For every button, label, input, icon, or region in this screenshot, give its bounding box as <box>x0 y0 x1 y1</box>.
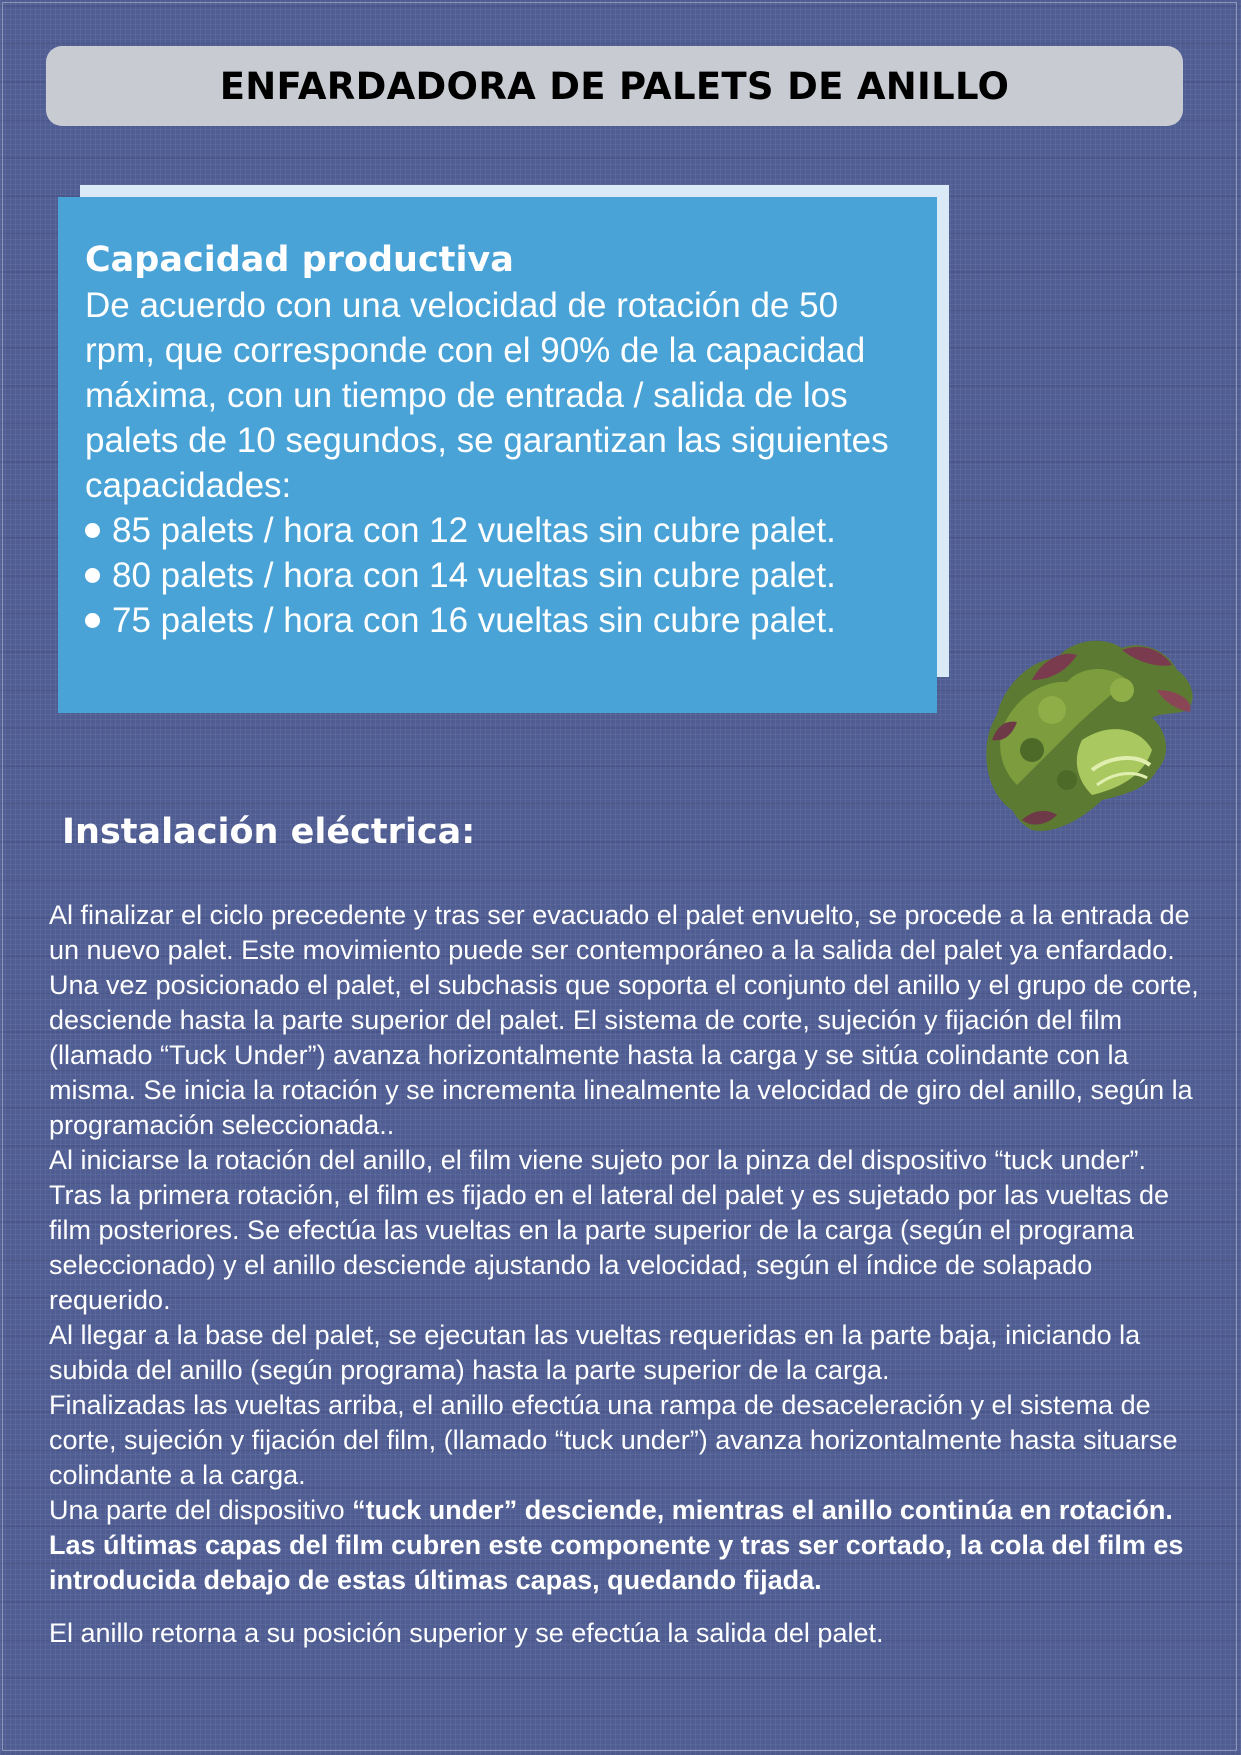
capacity-item-text: 75 palets / hora con 16 vueltas sin cubre palet. <box>112 601 836 640</box>
electrical-paragraph-tuck-under <box>49 1493 1199 1598</box>
electrical-paragraph: Una vez posicionado el palet, el subchasis que soporta el conjunto del anillo y el grupo de corte, desciende hasta la parte superior del palet. El sistema de corte, sujeción y fijación del film (llamado “Tuck Under”) avanza horizontalmente hasta la carga y se sitúa colindante con la misma. Se inicia la rotación y se incrementa linealmente la velocidad de giro del anillo, según la programación seleccionada.. <box>49 970 1199 1140</box>
electrical-paragraph: Al finalizar el ciclo precedente y tras ser evacuado el palet envuelto, se procede a la entrada de un nuevo palet. Este movimiento puede ser contemporáneo a la salida del palet ya enfardado. <box>49 900 1190 965</box>
electrical-paragraph: Finalizadas las vueltas arriba, el anillo efectúa una rampa de desaceleración y el sistema de corte, sujeción y fijación del film, (llamado “tuck under”) avanza horizontalmente hasta situarse colindante a la carga. <box>49 1390 1178 1490</box>
capacity-item-text: 85 palets / hora con 12 vueltas sin cubre palet. <box>112 511 836 550</box>
electrical-paragraph: Al iniciarse la rotación del anillo, el film viene sujeto por la pinza del dispositivo “tuck under”. Tras la primera rotación, el film es fijado en el lateral del palet y es sujetado por las vueltas de film posteriores. Se efectúa las vueltas en la parte superior de la carga (según el programa seleccionado) y el anillo desciende ajustando la velocidad, según el índice de solapado requerido. <box>49 1145 1170 1315</box>
capacity-box <box>58 197 937 713</box>
capacity-item-text: 80 palets / hora con 14 vueltas sin cubre palet. <box>112 556 836 595</box>
page-title: ENFARDADORA DE PALETS DE ANILLO <box>219 64 1010 108</box>
electrical-paragraph: Al llegar a la base del palet, se ejecutan las vueltas requeridas en la parte baja, iniciando la subida del anillo (según programa) hasta la parte superior de la carga. <box>49 1320 1141 1385</box>
electrical-heading: Instalación eléctrica: <box>62 812 476 852</box>
tuck-under-intro: Una parte del dispositivo <box>49 1495 353 1525</box>
capacity-heading: Capacidad productiva <box>85 240 514 280</box>
electrical-content <box>49 898 1199 1651</box>
bullet-icon <box>85 613 100 628</box>
electrical-final-paragraph: El anillo retorna a su posición superior y se efectúa la salida del palet. <box>49 1618 884 1648</box>
title-banner <box>46 46 1183 126</box>
capacity-list <box>85 508 917 643</box>
capacity-item <box>85 553 917 598</box>
tuck-under-bold-text: “tuck under” desciende, mientras el anillo continúa en rotación. Las últimas capas del film cubren este componente y tras ser cortado, la cola del film es introducida debajo de estas últimas capas, quedando fijada. <box>49 1495 1184 1595</box>
capacity-item <box>85 598 917 643</box>
capacity-intro: De acuerdo con una velocidad de rotación de 50 rpm, que corresponde con el 90% de la capacidad máxima, con un tiempo de entrada / salida de los palets de 10 segundos, se garantizan las siguientes capacidades: <box>85 286 889 505</box>
bullet-icon <box>85 568 100 583</box>
lettuce-image <box>972 620 1198 852</box>
capacity-item <box>85 508 917 553</box>
bullet-icon <box>85 523 100 538</box>
